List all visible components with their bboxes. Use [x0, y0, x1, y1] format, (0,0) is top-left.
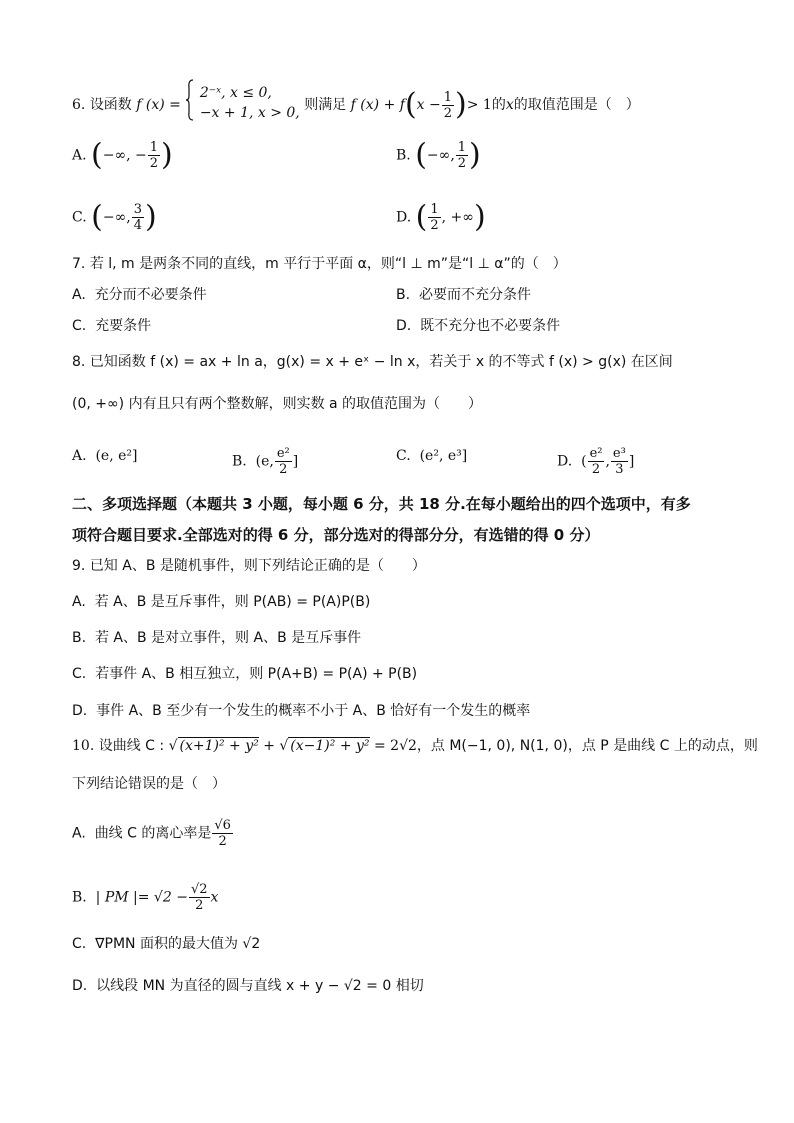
- option-6b: [396, 137, 481, 173]
- question-number: 9.: [72, 558, 86, 574]
- paren: (: [91, 137, 103, 173]
- option-label: B.: [72, 630, 87, 646]
- option-10b: [72, 882, 218, 913]
- option-label: B.: [396, 147, 411, 164]
- piecewise-cases: [200, 83, 300, 123]
- fraction: [442, 90, 454, 121]
- case-1: 2⁻ˣ, x ≤ 0,: [199, 85, 272, 101]
- numerator: √2: [190, 882, 208, 897]
- section-heading-line: 项符合题目要求.全部选对的得 6 分，部分选对的得部分分，有选错的得 0 分）: [72, 526, 600, 544]
- denominator: 4: [133, 218, 142, 233]
- option-label: D.: [72, 703, 88, 719]
- option-8b: [232, 446, 298, 477]
- option-6d: [396, 199, 486, 235]
- option-math: −∞, −: [102, 147, 147, 164]
- option-label: A.: [72, 147, 87, 164]
- option-9c: [72, 664, 417, 684]
- option-label: D.: [557, 453, 573, 470]
- sqrt-expression: √ (x−1)² + y²: [279, 738, 370, 754]
- option-label: B.: [72, 889, 87, 906]
- denominator: 3: [615, 462, 624, 477]
- paren: ): [469, 137, 481, 173]
- option-label: D.: [396, 209, 412, 226]
- option-text: 事件 A、B 至少有一个发生的概率不小于 A、B 恰好有一个发生的概率: [96, 703, 531, 719]
- option-6a: [72, 137, 173, 173]
- radicand: (x−1)² + y²: [290, 738, 370, 754]
- option-text: 曲线 C 的离心率是: [94, 825, 212, 842]
- option-math: −∞,: [426, 147, 455, 164]
- denominator: 2: [149, 156, 159, 171]
- fraction: [428, 202, 440, 233]
- option-text: 必要而不充分条件: [418, 287, 531, 303]
- option-math: ,: [605, 453, 610, 470]
- option-label: C.: [72, 666, 87, 682]
- option-9b: [72, 628, 361, 648]
- denominator: 2: [443, 105, 453, 121]
- denominator: 2: [218, 834, 227, 849]
- option-label: A.: [72, 825, 86, 842]
- question-text: 则满足: [304, 97, 347, 113]
- question-9: [72, 556, 426, 576]
- option-math: x: [210, 889, 219, 906]
- denominator: 2: [279, 462, 288, 477]
- option-label: C.: [72, 936, 87, 952]
- option-label: C.: [72, 209, 87, 226]
- option-label: C.: [72, 318, 87, 334]
- option-text: 充要条件: [95, 318, 152, 334]
- fraction: [148, 140, 160, 171]
- case-2: −x + 1, x > 0,: [199, 105, 300, 121]
- fraction: [611, 446, 628, 477]
- variable: x: [505, 97, 514, 113]
- paren: ): [144, 199, 157, 235]
- section-heading: [72, 520, 599, 550]
- fraction: [275, 446, 292, 477]
- option-math: ]: [292, 453, 299, 470]
- numerator: 1: [149, 140, 159, 155]
- question-8: [72, 352, 673, 372]
- question-8-line2: [72, 394, 482, 414]
- option-math: (: [581, 453, 587, 470]
- option-math: (e², e³]: [419, 448, 468, 464]
- option-label: A.: [72, 448, 87, 464]
- denominator: 2: [457, 156, 467, 171]
- paren: ): [161, 137, 173, 173]
- option-math: ]: [628, 453, 635, 470]
- section-heading: [72, 489, 691, 519]
- denominator: 2: [591, 462, 601, 477]
- condition-part: x −: [416, 97, 441, 113]
- question-number: 7.: [72, 256, 86, 272]
- numerator: e²: [589, 446, 603, 461]
- numerator: e²: [276, 446, 290, 461]
- option-label: C.: [396, 448, 411, 464]
- option-math: −∞,: [102, 209, 131, 226]
- option-text: 若 A、B 是互斥事件，则 P(AB) = P(A)P(B): [94, 594, 371, 610]
- option-7d: [396, 316, 560, 336]
- question-text: 设函数: [89, 97, 132, 113]
- question-text: ，点 M(−1, 0), N(1, 0)，点 P 是曲线 C 上的动点，则: [416, 738, 758, 754]
- option-label: D.: [396, 318, 412, 334]
- option-6c: [72, 199, 157, 235]
- option-9d: [72, 701, 530, 721]
- question-text: (0, +∞) 内有且只有两个整数解，则实数 a 的取值范围为（ ）: [72, 396, 483, 412]
- option-8d: [557, 446, 634, 477]
- question-text: 的取值范围是（ ）: [513, 97, 640, 113]
- condition-part: f (x) + f: [350, 97, 405, 113]
- paren: (: [404, 87, 417, 122]
- denominator: 2: [430, 218, 439, 233]
- paren: (: [415, 137, 427, 173]
- option-math: , +∞: [441, 209, 474, 226]
- option-label: A.: [72, 594, 86, 610]
- paren: (: [415, 199, 428, 235]
- option-10a: [72, 818, 234, 849]
- numerator: 3: [133, 202, 142, 217]
- question-text: 的: [491, 97, 506, 113]
- numerator: 1: [457, 140, 467, 155]
- option-math: (e, e²]: [95, 448, 138, 464]
- option-10d: [72, 976, 424, 996]
- option-7b: [396, 285, 531, 305]
- option-text: 充分而不必要条件: [94, 287, 207, 303]
- paren: (: [91, 199, 103, 235]
- question-text: 已知函数 f (x) = ax + ln a，g(x) = x + eˣ − ln x，若关于 x 的不等式 f (x) > g(x) 在区间: [89, 354, 673, 370]
- question-7: [72, 254, 567, 274]
- option-math: | PM |= √2 −: [95, 889, 188, 906]
- option-label: B.: [232, 453, 247, 470]
- fraction: [132, 202, 144, 233]
- question-text: 下列结论错误的是（ ）: [72, 776, 226, 792]
- option-10c: [72, 934, 260, 954]
- question-number: 10.: [72, 738, 95, 754]
- question-number: 6.: [72, 97, 86, 113]
- option-7c: [72, 316, 151, 336]
- option-math: (e,: [255, 453, 274, 470]
- question-text: 设曲线 C :: [98, 738, 165, 754]
- option-7a: [72, 285, 207, 305]
- sqrt-expression: √ (x+1)² + y²: [168, 738, 259, 754]
- function-label: f (x) =: [136, 97, 181, 113]
- option-text: 若事件 A、B 相互独立，则 P(A+B) = P(A) + P(B): [95, 666, 418, 682]
- question-10-line2: [72, 774, 226, 794]
- question-6: [72, 80, 640, 130]
- fraction: [588, 446, 605, 477]
- option-8c: [396, 446, 467, 466]
- question-number: 8.: [72, 354, 86, 370]
- option-label: A.: [72, 287, 86, 303]
- numerator: 1: [430, 202, 439, 217]
- piecewise-brace: [185, 78, 195, 128]
- brace-icon: [185, 78, 195, 122]
- question-text: 若 l, m 是两条不同的直线，m 平行于平面 α，则“l ⊥ m”是“l ⊥ α”的（ ）: [89, 256, 567, 272]
- operator: +: [263, 738, 275, 754]
- fraction: [456, 140, 468, 171]
- option-label: B.: [396, 287, 411, 303]
- equation-rhs: = 2√2: [373, 738, 417, 754]
- condition-part: > 1: [466, 97, 492, 113]
- section-heading-line: 二、多项选择题（本题共 3 小题，每小题 6 分，共 18 分.在每小题给出的四个选项中，有多: [72, 495, 691, 513]
- option-label: D.: [72, 978, 88, 994]
- question-10: [72, 736, 758, 756]
- numerator: e³: [612, 446, 626, 461]
- numerator: 1: [443, 89, 453, 105]
- paren: ): [473, 199, 486, 235]
- numerator: √6: [214, 818, 231, 833]
- option-text: 既不充分也不必要条件: [420, 318, 561, 334]
- option-text: ∇PMN 面积的最大值为 √2: [95, 936, 261, 952]
- option-9a: [72, 592, 370, 612]
- fraction: [212, 818, 233, 849]
- paren: ): [455, 87, 467, 122]
- option-8a: [72, 446, 137, 466]
- question-text: 已知 A、B 是随机事件，则下列结论正确的是（ ）: [89, 558, 426, 574]
- fraction: [189, 882, 210, 913]
- option-text: 以线段 MN 为直径的圆与直线 x + y − √2 = 0 相切: [96, 978, 424, 994]
- radicand: (x+1)² + y²: [179, 738, 259, 754]
- denominator: 2: [195, 898, 204, 913]
- option-text: 若 A、B 是对立事件，则 A、B 是互斥事件: [94, 630, 362, 646]
